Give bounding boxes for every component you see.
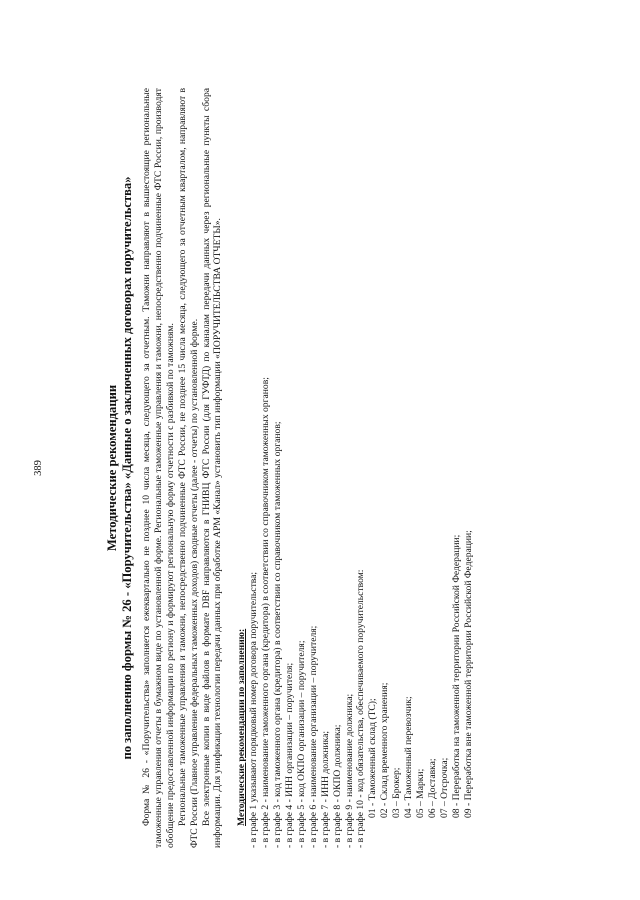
column-item-6: - в графе 6 - наименование организации – поручителя;: [307, 625, 319, 848]
paragraph-1: Форма № 26 - «Поручительства» заполняется ежеквартально не позднее 10 числа месяца, следующего за отчетным. Таможни направляют в вышестоящие региональные таможенные управления отчеты в бумажном виде по установленной форме. Региональные таможенные управления и таможни, непосредственно подчиненные ФТС России, производят обобщение предоставленной информации по региону и формируют региональную форму отчетности с разбивкой по таможням.: [141, 88, 176, 848]
obligation-code-05: 05 – Марки;: [414, 768, 426, 818]
obligation-code-01: 01 - Таможенный склад (ТС);: [367, 698, 379, 818]
document-title-line-1: Методические рекомендации: [105, 384, 119, 552]
obligation-code-06: 06 – Доставка;: [426, 758, 438, 818]
page-number: 389: [33, 460, 44, 476]
document-title-line-2: по заполнению формы № 26 - «Поручительства» «Данные о заключенных договорах поручительства»: [120, 176, 134, 760]
paragraph-2: Региональные таможенные управления и таможни, непосредственно подчиненные ФТС России, не позднее 15 числа месяца, следующего за отчетным кварталом, направляют в ФТС России (Главное управление федеральных таможенных доходов) сводные отчеты (далее - отчеты) по установленной форме.: [176, 88, 200, 848]
obligation-code-04: 04 - Таможенный перевозчик;: [403, 696, 415, 818]
column-item-4: - в графе 4 - ИНН организации – поручителя;: [283, 662, 295, 848]
column-item-10: - в графе 10 - код обязательства, обеспечиваемого поручительством:: [355, 569, 367, 848]
column-item-5: - в графе 5 - код ОКПО организации – поручителя;: [295, 640, 307, 848]
obligation-code-02: 02 - Склад временного хранения;: [379, 682, 391, 818]
column-item-8: - в графе 8 - ОКПО должника;: [331, 724, 343, 848]
paragraph-3: Все электронные копии в виде файлов в формате DBF направляются в ГНИВЦ ФТС России (для ГУФТД) по каналам передачи данных через региональные пункты сбора информации. Для унификации технологии передачи данных при обработке АРМ «Канал» установить тип информации «ПОРУЧИТЕЛЬСТВА ОТЧЕТЫ».: [200, 88, 224, 848]
column-item-9: - в графе 9 - наименование должника;: [343, 693, 355, 848]
column-item-2: - в графе 2 - наименование таможенного органа (кредитора) в соответствии со справочником таможенных органов;: [260, 377, 272, 848]
column-item-7: - в графе 7 - ИНН должника;: [319, 730, 331, 848]
column-item-1: - в графе 1 указывают порядковый номер договора поручительства;: [248, 571, 260, 848]
rotated-document-content: [33, 88, 605, 848]
obligation-code-08: 08 - Переработка на таможенной территории Российской Федерации;: [450, 534, 462, 818]
section-title: Методические рекомендации по заполнению:: [236, 628, 248, 826]
column-item-3: - в графе 3 - код таможенного органа (кредитора) в соответствии со справочником таможенных органов;: [272, 421, 284, 848]
obligation-code-09: 09 - Переработка вне таможенной территории Российской Федерации;: [462, 530, 474, 818]
obligation-code-03: 03 – Брокер;: [391, 767, 403, 818]
obligation-code-07: 07 – Отсрочка;: [438, 757, 450, 818]
